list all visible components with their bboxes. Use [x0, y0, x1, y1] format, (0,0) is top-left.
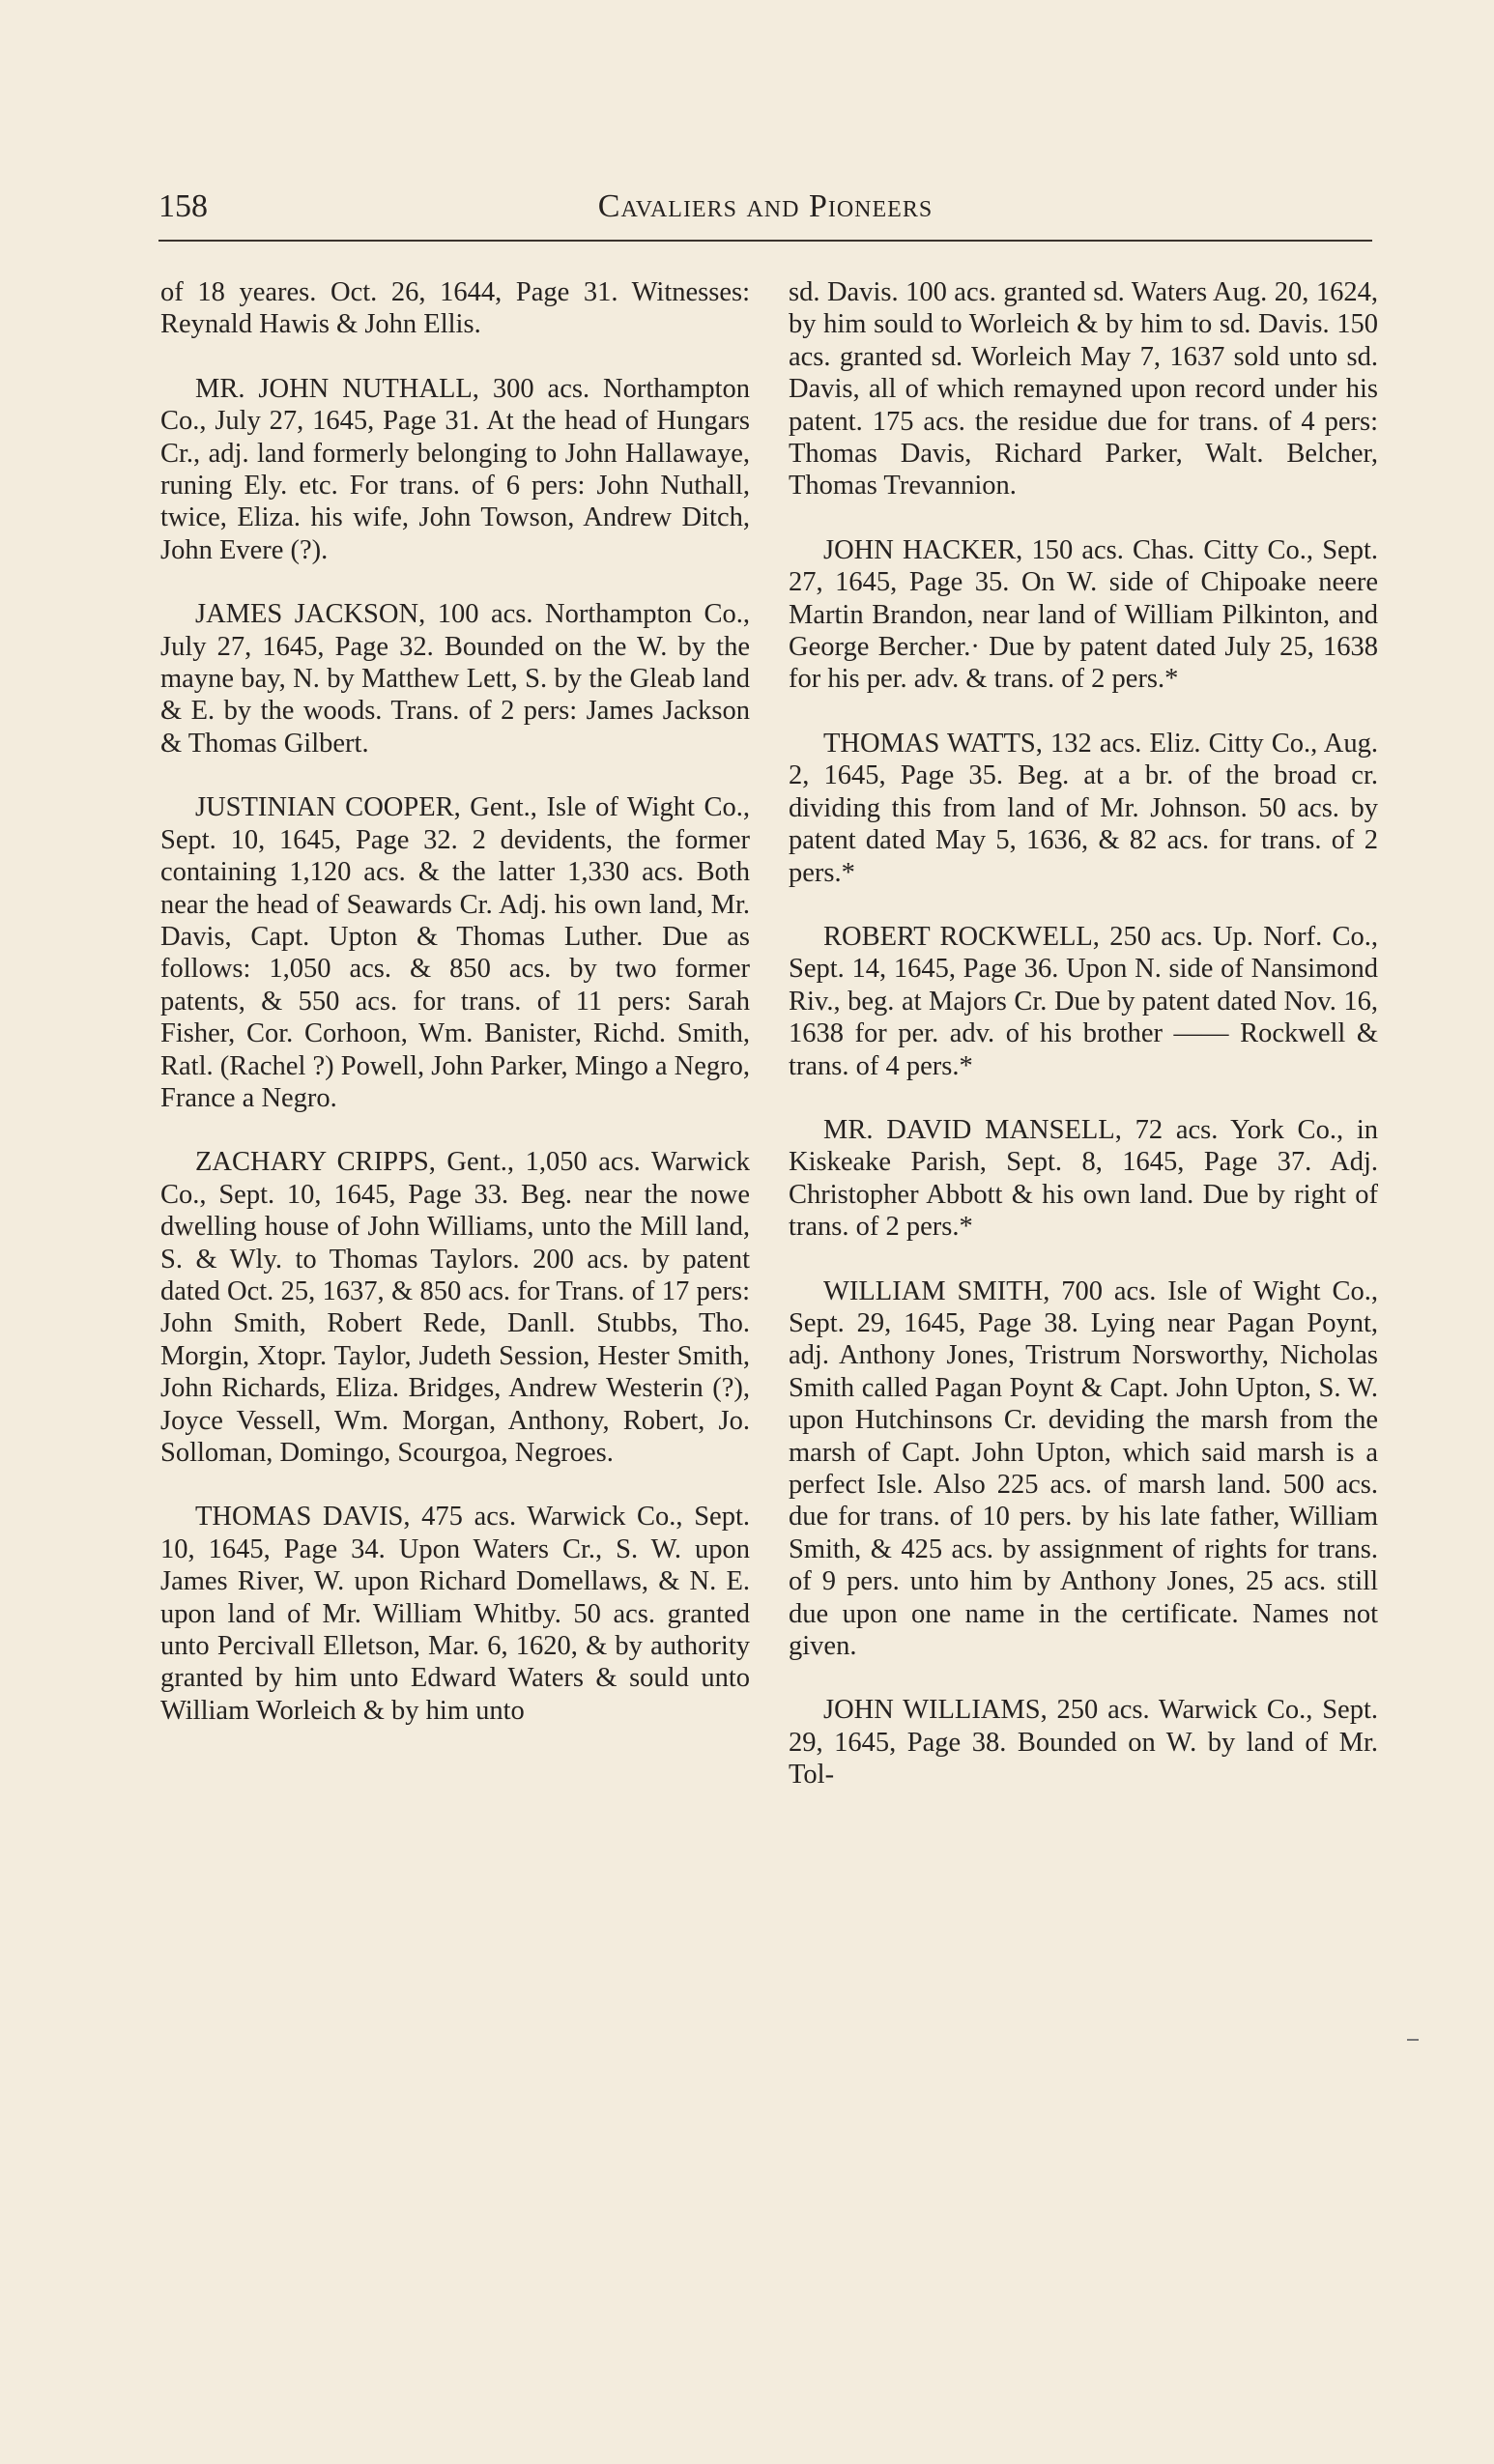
- running-title: Cavaliers and Pioneers: [597, 188, 934, 224]
- page-header: [158, 182, 1372, 232]
- entry-justinian-cooper: JUSTINIAN COOPER, Gent., Isle of Wight Co., Sept. 10, 1645, Page 32. 2 devidents, the former containing 1,120 acs. & the latter 1,330 acs. Both near the head of Seawards Cr. Adj. his own land, Mr. Davis, Capt. Upton & Thomas Luther. Due as follows: 1,050 acs. & 850 acs. by two former patents, & 550 acs. for trans. of 11 pers: Sarah Fisher, Cor. Corhoon, Wm. Banister, Richd. Smith, Ratl. (Rachel ?) Powell, John Parker, Mingo a Negro, France a Negro.: [160, 792, 750, 1113]
- entry-john-williams: JOHN WILLIAMS, 250 acs. Warwick Co., Sept. 29, 1645, Page 38. Bounded on W. by land of Mr. Tol-: [789, 1695, 1378, 1791]
- entry-thomas-davis: THOMAS DAVIS, 475 acs. Warwick Co., Sept. 10, 1645, Page 34. Upon Waters Cr., S. W. upon James River, W. upon Richard Domellaws, & N. E. upon land of Mr. William Whitby. 50 acs. granted unto Percivall Elletson, Mar. 6, 1620, & by authority granted by him unto Edward Waters & sould unto William Worleich & by him unto: [160, 1502, 750, 1726]
- right-column: [789, 276, 1378, 1823]
- entry-john-hacker: JOHN HACKER, 150 acs. Chas. Citty Co., Sept. 27, 1645, Page 35. On W. side of Chipoake neere Martin Brandon, near land of William Pilkinton, and George Bercher.· Due by patent dated July 25, 1638 for his per. adv. & trans. of 2 pers.*: [789, 534, 1378, 695]
- entry-zachary-cripps: ZACHARY CRIPPS, Gent., 1,050 acs. Warwick Co., Sept. 10, 1645, Page 33. Beg. near the nowe dwelling house of John Williams, unto the Mill land, S. & Wly. to Thomas Taylors. 200 acs. by patent dated Oct. 25, 1637, & 850 acs. for Trans. of 17 pers: John Smith, Robert Rede, Danll. Stubbs, Tho. Morgin, Xtopr. Taylor, Judeth Session, Hester Smith, John Richards, Eliza. Bridges, Andrew Westerin (?), Joyce Vessell, Wm. Morgan, Anthony, Robert, Jo. Solloman, Domingo, Scourgoa, Negroes.: [160, 1147, 750, 1468]
- entry-thomas-davis-continued: sd. Davis. 100 acs. granted sd. Waters Aug. 20, 1624, by him sould to Worleich & by him to sd. Davis. 150 acs. granted sd. Worleich May 7, 1637 sold unto sd. Davis, all of which remayned upon record under his patent. 175 acs. the residue due for trans. of 4 pers: Thomas Davis, Richard Parker, Walt. Belcher, Thomas Trevannion.: [789, 277, 1378, 501]
- entry-robert-rockwell: ROBERT ROCKWELL, 250 acs. Up. Norf. Co., Sept. 14, 1645, Page 36. Upon N. side of Nansimond Riv., beg. at Majors Cr. Due by patent dated Nov. 16, 1638 for per. adv. of his brother —— Rockwell & trans. of 4 pers.*: [789, 921, 1378, 1081]
- entry-william-smith: WILLIAM SMITH, 700 acs. Isle of Wight Co., Sept. 29, 1645, Page 38. Lying near Pagan Poynt, adj. Anthony Jones, Tristrum Norsworthy, Nicholas Smith called Pagan Poynt & Capt. John Upton, S. W. upon Hutchinsons Cr. deviding the marsh from the marsh of Capt. John Upton, which said marsh is a perfect Isle. Also 225 acs. of marsh land. 500 acs. due for trans. of 10 pers. by his late father, William Smith, & 425 acs. by assignment of rights for trans. of 9 pers. unto him by Anthony Jones, 25 acs. still due upon one name in the certificate. Names not given.: [789, 1275, 1378, 1662]
- entry-thomas-watts: THOMAS WATTS, 132 acs. Eliz. Citty Co., Aug. 2, 1645, Page 35. Beg. at a br. of the broad cr. dividing this from land of Mr. Johnson. 50 acs. by patent dated May 5, 1636, & 82 acs. for trans. of 2 pers.*: [789, 728, 1378, 888]
- entry-john-nuthall: MR. JOHN NUTHALL, 300 acs. Northampton Co., July 27, 1645, Page 31. At the head of Hungars Cr., adj. land formerly belonging to John Hallawaye, runing Ely. etc. For trans. of 6 pers: John Nuthall, twice, Eliza. his wife, John Towson, Andrew Ditch, John Evere (?).: [160, 373, 750, 565]
- page-number: 158: [158, 188, 208, 224]
- left-column: [160, 276, 750, 1759]
- margin-mark: [1407, 2039, 1419, 2041]
- entry-james-jackson: JAMES JACKSON, 100 acs. Northampton Co., July 27, 1645, Page 32. Bounded on the W. by the mayne bay, N. by Matthew Lett, S. by the Gleab land & E. by the woods. Trans. of 2 pers: James Jackson & Thomas Gilbert.: [160, 599, 750, 759]
- header-rule: [158, 240, 1372, 242]
- entry-david-mansell: MR. DAVID MANSELL, 72 acs. York Co., in Kiskeake Parish, Sept. 8, 1645, Page 37. Adj. Christopher Abbott & his own land. Due by right of trans. of 2 pers.*: [789, 1114, 1378, 1243]
- entry-continued: of 18 yeares. Oct. 26, 1644, Page 31. Witnesses: Reynald Hawis & John Ellis.: [160, 277, 750, 340]
